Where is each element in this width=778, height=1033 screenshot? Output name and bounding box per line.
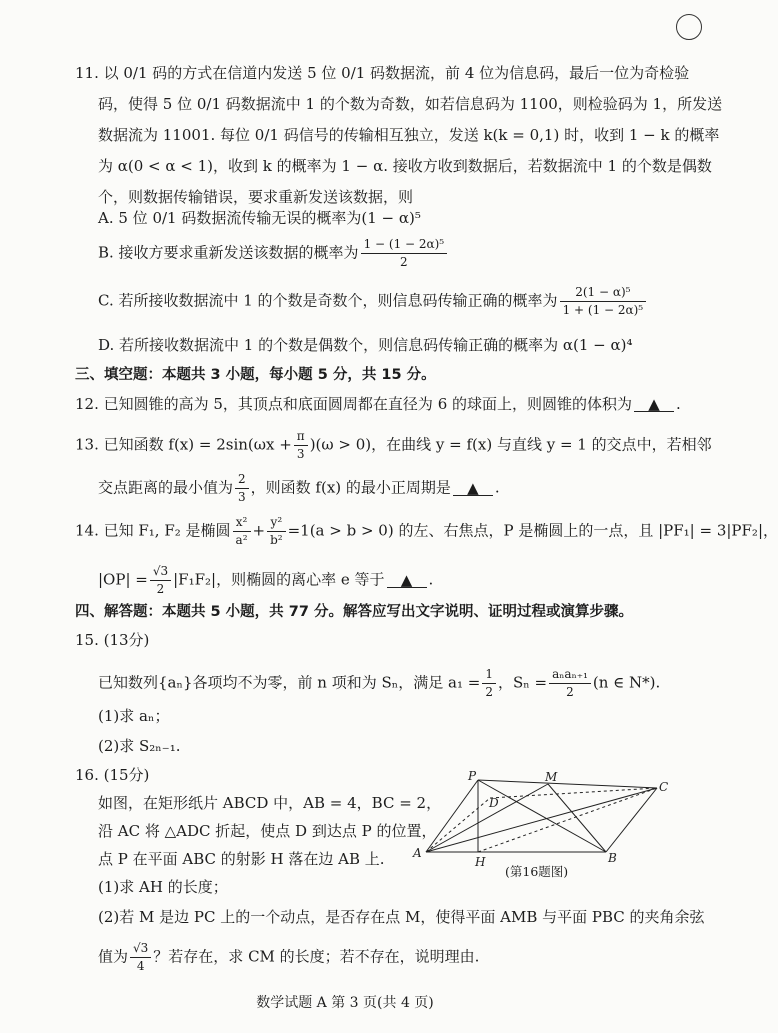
q13-pi-over-3 <box>294 428 308 463</box>
label-b: B <box>608 851 617 865</box>
q13-num: 2 <box>235 471 249 489</box>
label-a: A <box>413 846 422 860</box>
q11-option-b-fraction <box>361 236 448 271</box>
page-footer: 数学试题 A 第 3 页(共 4 页) <box>256 995 434 1011</box>
q15-part-a: 已知数列{aₙ}各项均不为零，前 n 项和为 Sₙ，满足 a₁ = <box>98 673 481 692</box>
q13-two-thirds <box>235 471 249 506</box>
label-h: H <box>475 855 486 869</box>
q16-four: 4 <box>136 959 145 973</box>
q14-a2: a² <box>235 533 248 547</box>
q13-den: 3 <box>238 490 246 504</box>
q15-part-b: ，Sₙ = <box>497 673 548 692</box>
q16-line-3: 点 P 在平面 ABC 的射影 H 落在边 AB 上. <box>98 850 385 868</box>
label-p: P <box>468 769 477 783</box>
q16-heading: 16. (15分) <box>75 766 150 784</box>
q15-sn-numerator: aₙaₙ₊₁ <box>549 666 591 684</box>
edge-ad-dashed <box>426 798 490 852</box>
q11-b-numerator: 1 − (1 − 2α)⁵ <box>361 236 448 254</box>
label-d: D <box>489 796 499 810</box>
edge-am <box>426 784 548 852</box>
q13-part-b: )(ω > 0)，在曲线 y = f(x) 与直线 y = 1 的交点中，若相邻 <box>309 435 712 454</box>
q14-y2-over-b2 <box>267 514 286 549</box>
q11-line-1: 11. 以 0/1 码的方式在信道内发送 5 位 0/1 码数据流，前 4 位为信息码，最后一位为奇检验 <box>75 64 690 82</box>
q13-line-2: 交点距离的最小值为 $\frac{2}{3}$ ，则函数 f(x) 的最小正周期是 ▲ . <box>98 472 500 504</box>
q13-three: 3 <box>296 447 305 461</box>
q14-x2-over-a2 <box>233 514 251 549</box>
q14-two: 2 <box>156 582 165 596</box>
q15-one-half <box>482 666 496 701</box>
q11-b-denominator: 2 <box>400 255 408 269</box>
q11-c-denominator: 1 + (1 − 2α)⁵ <box>562 303 644 317</box>
q11-line-4: 为 α(0 < α < 1)，收到 k 的概率为 1 − α. 接收方收到数据后，若数据流中 1 的个数是偶数 <box>98 157 712 175</box>
q13-pi: π <box>294 428 308 446</box>
q11-option-c-text: C. 若所接收数据流中 1 的个数是奇数个，则信息码传输正确的概率为 <box>98 291 558 310</box>
q14-part-b: =1(a > b > 0) 的左、右焦点，P 是椭圆上的一点，且 |PF₁| = 3|PF₂|， <box>287 521 778 540</box>
q16-part-2: (2)若 M 是边 PC 上的一个动点，是否存在点 M，使得平面 AMB 与平面 PBC 的夹角余弦 <box>98 908 705 926</box>
q16-sqrt3-over-4 <box>130 940 151 975</box>
q14-part-c: |OP| = <box>98 570 148 589</box>
corner-circle-mark <box>676 14 702 40</box>
q16-part-1: (1)求 AH 的长度； <box>98 878 228 896</box>
label-m: M <box>545 770 558 784</box>
edge-pc <box>478 780 657 788</box>
q12-body: 12. 已知圆锥的高为 5，其顶点和底面圆周都在直径为 6 的球面上，则圆锥的体积为 <box>75 395 633 413</box>
q16-part-2-cont <box>98 940 479 975</box>
q16-p3a: 值为 <box>98 947 129 966</box>
q11-option-c <box>98 284 648 319</box>
q11-option-c-fraction <box>560 284 647 319</box>
section-4-heading: 四、解答题：本题共 5 小题，共 77 分。解答应写出文字说明、证明过程或演算步骤。 <box>75 604 633 620</box>
q11-option-b <box>98 236 449 271</box>
q16-line-1: 如图，在矩形纸片 ABCD 中，AB = 4，BC = 2， <box>98 794 442 812</box>
q14-line-2: |OP| = $\frac{√3}{2}$ |F₁F₂|，则椭圆的离心率 e 等于 ▲ . <box>98 564 434 596</box>
edge-ap <box>426 780 478 852</box>
q14-sqrt3-over-2 <box>150 563 171 598</box>
q16-line-2: 沿 AC 将 △ADC 折起，使点 D 到达点 P 的位置， <box>98 822 437 840</box>
q11-line-3: 数据流为 11001. 每位 0/1 码信号的传输相互独立，发送 k(k = 0,1) 时，收到 1 − k 的概率 <box>98 126 720 144</box>
q16-p3b: ？若存在，求 CM 的长度；若不存在，说明理由. <box>153 947 480 966</box>
q13-part-c: 交点距离的最小值为 <box>98 478 234 497</box>
q15-two: 2 <box>485 685 493 699</box>
q12-text: 12. 已知圆锥的高为 5，其顶点和底面圆周都在直径为 6 的球面上，则圆锥的体积为 ▲ . <box>75 395 681 413</box>
q14-part-a: 14. 已知 F₁, F₂ 是椭圆 <box>75 521 231 540</box>
q15-heading: 15. (13分) <box>75 631 150 649</box>
section-3-heading: 三、填空题：本题共 3 小题，每小题 5 分，共 15 分。 <box>75 367 436 383</box>
q14-x2: x² <box>233 514 251 532</box>
q15-part-2: (2)求 S₂ₙ₋₁. <box>98 737 181 755</box>
q15-statement <box>98 666 660 701</box>
q15-sn-denominator: 2 <box>566 685 574 699</box>
q14-y2: y² <box>267 514 286 532</box>
q14-answer-blank: ▲ <box>387 573 427 588</box>
q15-part-1: (1)求 aₙ； <box>98 707 170 725</box>
edge-pb <box>478 780 606 852</box>
q11-option-b-text: B. 接收方要求重新发送该数据的概率为 <box>98 243 359 262</box>
q13-line-1 <box>75 428 712 463</box>
q11-line-5: 个，则数据传输错误，要求重新发送该数据，则 <box>98 188 414 206</box>
q13-answer-blank: ▲ <box>453 481 493 496</box>
q11-option-d: D. 若所接收数据流中 1 的个数是偶数个，则信息码传输正确的概率为 α(1 − α)⁴ <box>98 336 633 354</box>
q14-sqrt3: √3 <box>150 563 171 581</box>
q11-c-numerator: 2(1 − α)⁵ <box>560 284 647 302</box>
q16-figure-caption: (第16题图) <box>505 864 569 879</box>
q12-answer-blank: ▲ <box>634 397 674 412</box>
q14-line-1: 14. 已知 F₁, F₂ 是椭圆 $\frac{\text{x²}}{\text{a²}}$ + $\frac{\text{y²}}{\text{b²}}$ =1(a > b > 0) 的左、右焦点，P 是椭圆上的一点，且 |PF₁| = 3|PF₂|， <box>75 515 778 547</box>
q15-part-c: (n ∈ N*). <box>592 673 661 692</box>
q15-sn-fraction <box>549 666 591 701</box>
q14-part-d: |F₁F₂|，则椭圆的离心率 e 等于 <box>173 570 385 589</box>
q13-part-a: 13. 已知函数 f(x) = 2sin(ωx + <box>75 435 292 454</box>
q11-option-a: A. 5 位 0/1 码数据流传输无误的概率为(1 − α)⁵ <box>98 209 421 227</box>
q14-b2: b² <box>270 533 283 547</box>
q15-one: 1 <box>482 666 496 684</box>
q11-line-2: 码，使得 5 位 0/1 码数据流中 1 的个数为奇数，如若信息码为 1100，则检验码为 1，所发送 <box>98 95 723 113</box>
q13-part-d: ，则函数 f(x) 的最小正周期是 <box>250 478 451 497</box>
q16-sqrt3: √3 <box>130 940 151 958</box>
edge-ac <box>426 788 657 852</box>
label-c: C <box>659 780 669 794</box>
